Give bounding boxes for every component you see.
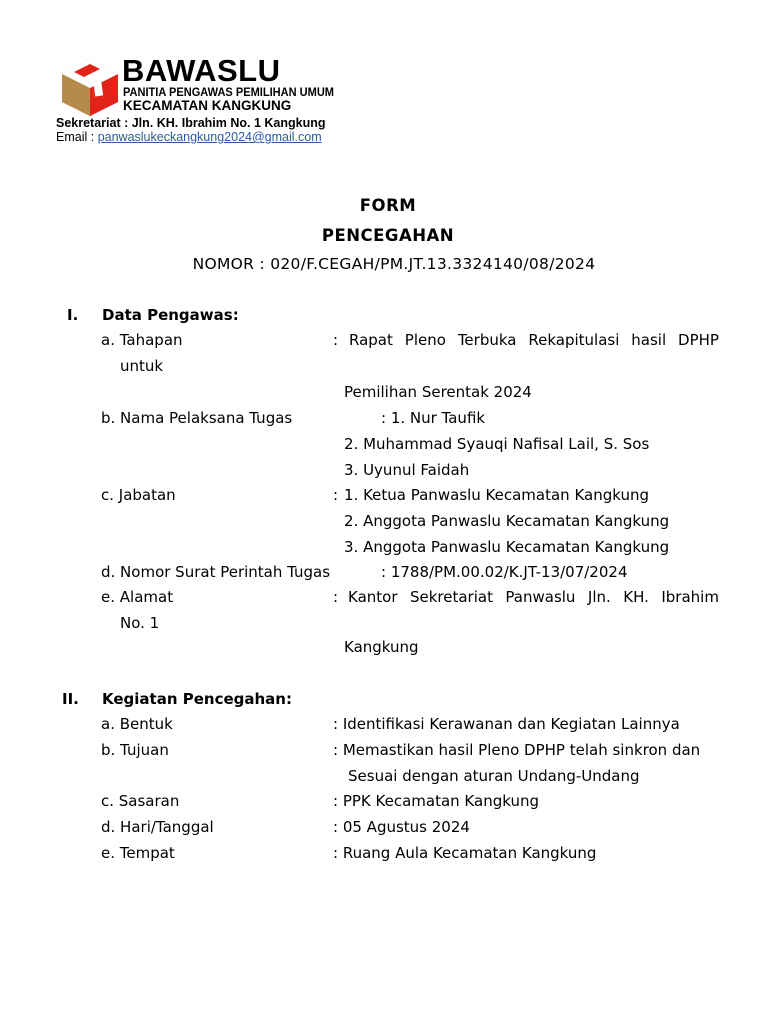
field-label: d. Hari/Tanggal [101, 818, 214, 836]
field-value: : Ruang Aula Kecamatan Kangkung [333, 844, 597, 862]
word: KH. [623, 588, 649, 606]
field-value: : Identifikasi Kerawanan dan Kegiatan Lainnya [333, 715, 680, 733]
word: Rapat [349, 331, 393, 349]
section-number: I. [67, 306, 79, 324]
form-title: FORM [359, 196, 417, 215]
section-title: Kegiatan Pencegahan: [102, 690, 292, 708]
field-value: : 1. Nur Taufik [381, 409, 486, 427]
field-value-item: 2. Muhammad Syauqi Nafisal Lail, S. Sos [344, 435, 650, 453]
field-value-wrap: No. 1 [120, 614, 160, 632]
field-value-cont: Pemilihan Serentak 2024 [344, 383, 532, 401]
word: Sekretariat [409, 588, 493, 606]
email-link[interactable]: panwaslukeckangkung2024@gmail.com [97, 130, 322, 144]
section-number: II. [62, 690, 79, 708]
field-value: : PPK Kecamatan Kangkung [333, 792, 539, 810]
org-subtitle: PANITIA PENGAWAS PEMILIHAN UMUM [123, 85, 334, 99]
org-district: KECAMATAN KANGKUNG [123, 98, 292, 113]
word: Ibrahim [661, 588, 719, 606]
field-value-cont: Sesuai dengan aturan Undang-Undang [348, 767, 640, 785]
word: Rekapitulasi [528, 331, 620, 349]
field-value-item: 3. Uyunul Faidah [344, 461, 470, 479]
field-value-item: 1. Ketua Panwaslu Kecamatan Kangkung [344, 486, 649, 504]
email-label: Email : [56, 130, 98, 144]
field-value-item: 2. Anggota Panwaslu Kecamatan Kangkung [344, 512, 670, 530]
word: Jln. [587, 588, 611, 606]
field-value-cont: Kangkung [344, 638, 419, 656]
field-separator: : [333, 486, 339, 504]
field-label: a. Bentuk [101, 715, 173, 733]
field-label: e. Tempat [101, 844, 175, 862]
field-label: c. Jabatan [101, 486, 176, 504]
field-value: : 05 Agustus 2024 [333, 818, 470, 836]
field-label: d. Nomor Surat Perintah Tugas [101, 563, 331, 581]
field-separator: : [333, 331, 339, 349]
secretariat-address: Sekretariat : Jln. KH. Ibrahim No. 1 Kangkung [56, 116, 326, 130]
word: Kantor [348, 588, 398, 606]
field-label: a. Tahapan [101, 331, 183, 349]
field-label: b. Nama Pelaksana Tugas [101, 409, 293, 427]
field-value-wrap: untuk [120, 357, 164, 375]
word: Panwaslu [505, 588, 576, 606]
bawaslu-logo-icon [60, 56, 120, 118]
word: hasil [631, 331, 667, 349]
field-value [348, 588, 719, 606]
field-label: b. Tujuan [101, 741, 169, 759]
field-label: c. Sasaran [101, 792, 180, 810]
field-value-item: 3. Anggota Panwaslu Kecamatan Kangkung [344, 538, 670, 556]
field-label: e. Alamat [101, 588, 174, 606]
word: Terbuka [457, 331, 517, 349]
field-separator: : [333, 588, 339, 606]
word: DPHP [678, 331, 719, 349]
field-value: : Memastikan hasil Pleno DPHP telah sinkron dan [333, 741, 701, 759]
form-subtitle: PENCEGAHAN [321, 226, 455, 245]
section-title: Data Pengawas: [102, 306, 239, 324]
field-value [349, 331, 719, 349]
form-number: NOMOR : 020/F.CEGAH/PM.JT.13.3324140/08/2024 [192, 255, 596, 273]
email-line [56, 130, 322, 145]
org-name: BAWASLU [122, 53, 281, 88]
field-value: : 1788/PM.00.02/K.JT-13/07/2024 [381, 563, 628, 581]
word: Pleno [404, 331, 446, 349]
